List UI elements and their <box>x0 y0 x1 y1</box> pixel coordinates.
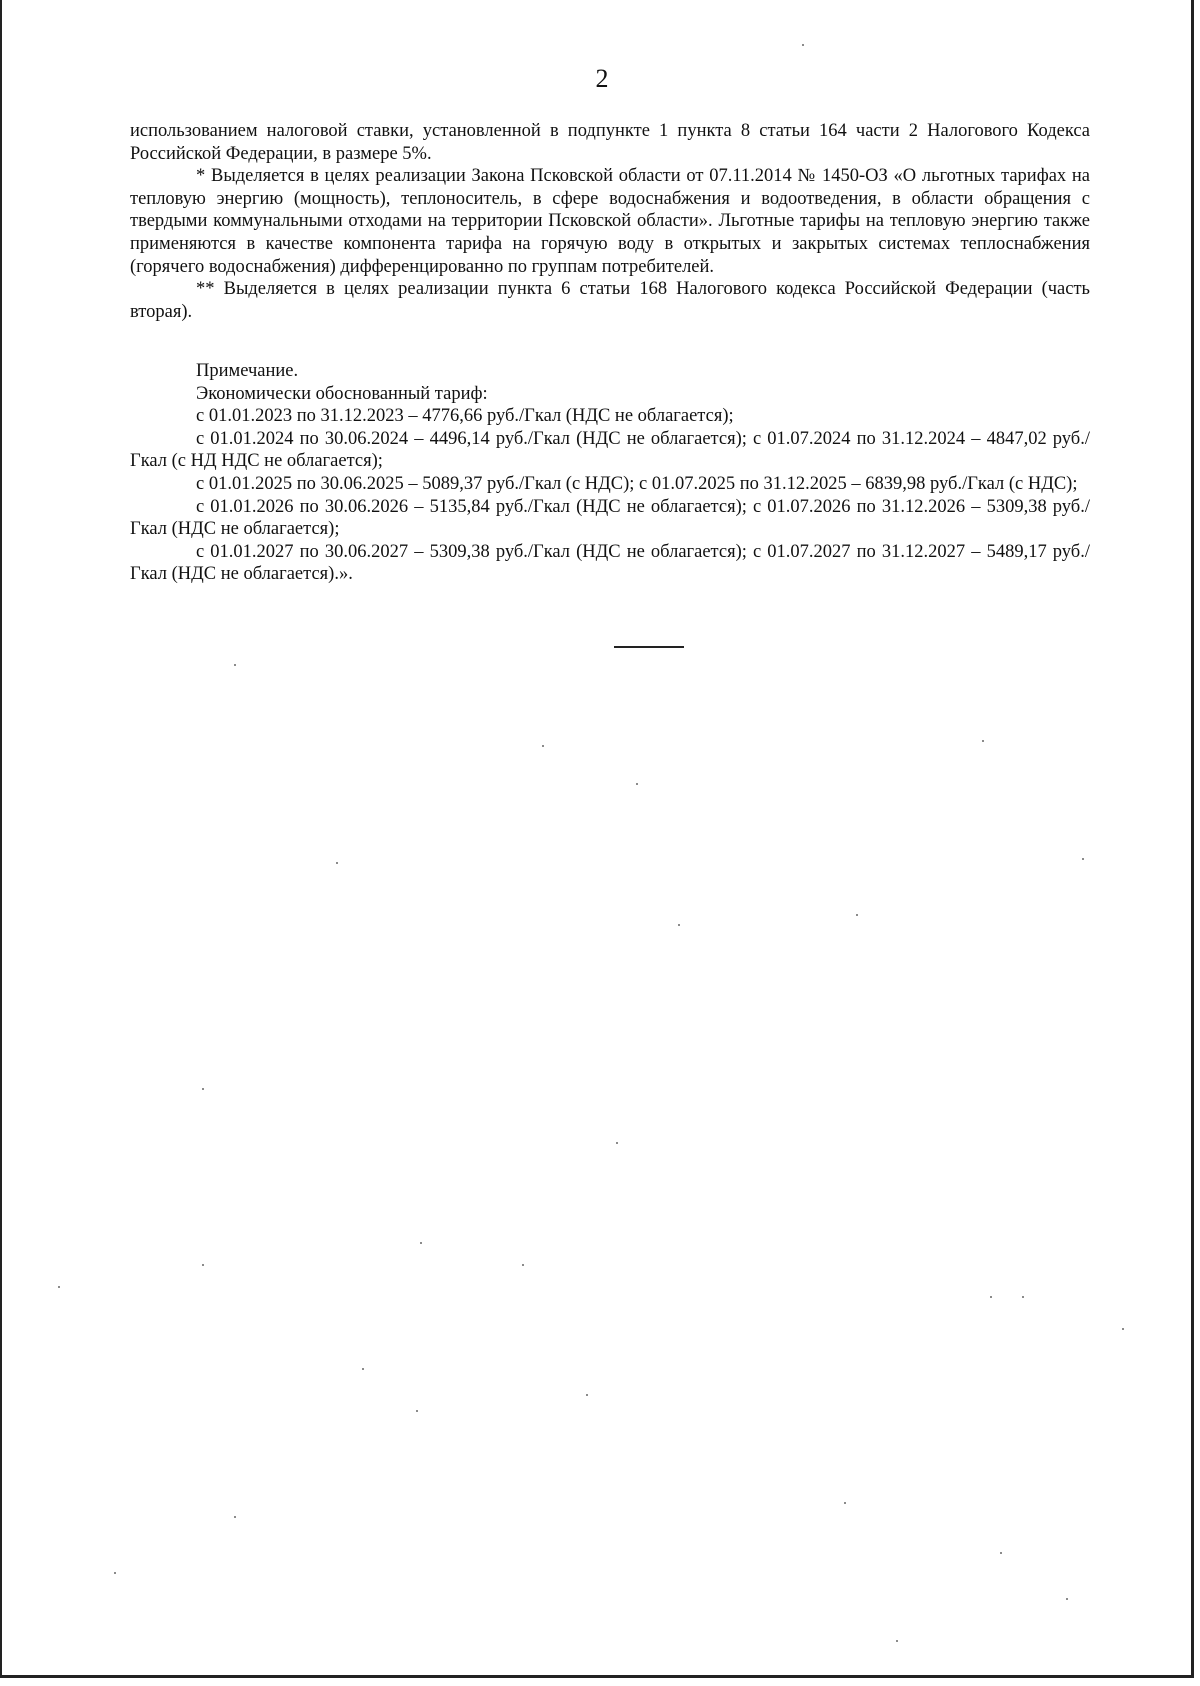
tariff-line: с 01.01.2023 по 31.12.2023 – 4776,66 руб./Гкал (НДС не облагается); <box>196 406 734 427</box>
note-heading: Примечание. <box>196 361 299 381</box>
scan-speck <box>202 1088 204 1090</box>
note-subheading: Экономически обоснованный тариф: <box>196 383 488 404</box>
scan-speck <box>636 783 638 785</box>
scan-speck <box>856 914 858 916</box>
tariff-line: с 01.01.2024 по 30.06.2024 – 4496,14 руб./Гкал (НДС не облагается); с 01.07.2024 по 31.12.2024 – 4847,02 руб./Гкал (с НД НДС не облагается); <box>130 428 1090 472</box>
scan-speck <box>586 1394 588 1396</box>
tariff-line: с 01.01.2026 по 30.06.2026 – 5135,84 руб./Гкал (НДС не облагается); с 01.07.2026 по 31.12.2026 – 5309,38 руб./Гкал (НДС не облагается); <box>130 496 1090 540</box>
scan-speck <box>114 1572 116 1574</box>
scan-speck <box>336 862 338 864</box>
scan-speck <box>362 1368 364 1370</box>
scan-speck <box>542 745 544 747</box>
tariff-line: с 01.01.2027 по 30.06.2027 – 5309,38 руб./Гкал (НДС не облагается); с 01.07.2027 по 31.12.2027 – 5489,17 руб./Гкал (НДС не облагается).». <box>130 541 1090 585</box>
end-rule <box>614 646 684 648</box>
scan-speck <box>616 1142 618 1144</box>
scan-speck <box>990 1296 992 1298</box>
scan-speck <box>420 1242 422 1244</box>
scan-speck <box>416 1410 418 1412</box>
footnote-double-star: ** Выделяется в целях реализации пункта 6 статьи 168 Налогового кодекса Российской Федерации (часть вторая). <box>130 279 1090 322</box>
scan-speck <box>202 1264 204 1266</box>
footnotes-block <box>130 120 1090 323</box>
scan-speck <box>58 1286 60 1288</box>
scan-speck <box>1082 858 1084 860</box>
scan-speck <box>1066 1598 1068 1600</box>
scan-speck <box>678 924 680 926</box>
footnote-continuation: использованием налоговой ставки, установленной в подпункте 1 пункта 8 статьи 164 части 2 Налогового Кодекса Российской Федерации, в размере 5%. <box>130 121 1090 164</box>
scan-speck <box>844 1502 846 1504</box>
page-number: 2 <box>595 64 609 93</box>
note-block <box>130 360 1090 586</box>
footnote-star: * Выделяется в целях реализации Закона Псковской области от 07.11.2014 № 1450-ОЗ «О льготных тарифах на тепловую энергию (мощность), теплоноситель, в сфере водоснабжения и водоотведения, в области обращения с твердыми коммунальными отходами на территории Псковской области». Льготные тарифы на тепловую энергию также применяются в качестве компонента тарифа на горячую воду в открытых и закрытых системах теплоснабжения (горячего водоснабжения) дифференцированно по группам потребителей. <box>130 166 1090 277</box>
scan-speck <box>522 1264 524 1266</box>
scan-speck <box>896 1640 898 1642</box>
scan-speck <box>1022 1296 1024 1298</box>
scan-speck <box>234 1516 236 1518</box>
tariff-line: с 01.01.2025 по 30.06.2025 – 5089,37 руб./Гкал (с НДС); с 01.07.2025 по 31.12.2025 – 6839,98 руб./Гкал (с НДС); <box>196 473 1078 494</box>
scan-speck <box>1000 1552 1002 1554</box>
scan-speck <box>1122 1328 1124 1330</box>
scan-speck <box>802 44 804 46</box>
scan-speck <box>234 664 236 666</box>
scan-speck <box>982 740 984 742</box>
